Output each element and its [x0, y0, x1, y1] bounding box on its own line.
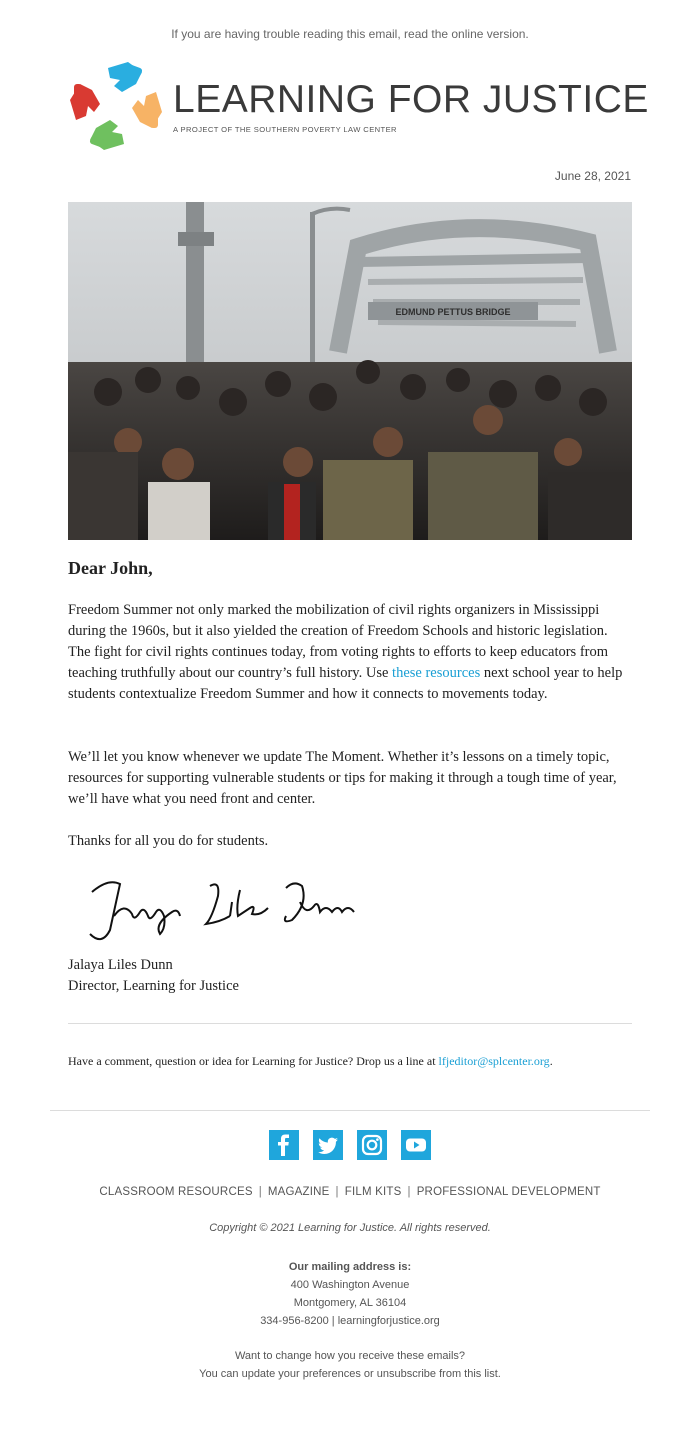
address-line-2: Montgomery, AL 36104	[293, 1297, 407, 1309]
logo-subtitle: A PROJECT OF THE SOUTHERN POVERTY LAW CENTER	[173, 125, 397, 134]
mailing-heading: Our mailing address is:	[288, 1261, 412, 1273]
preheader-text	[0, 27, 700, 41]
prefs-line-1: Want to change how you receive these emails?	[234, 1350, 466, 1362]
instagram-icon[interactable]	[357, 1130, 387, 1160]
body-paragraph-2: We’ll let you know whenever we update The Moment. Whether it’s lessons on a timely topic, resources for supporting vulnerable students or tips for making it through a tough time of year, we’ll have what you need front and center.	[68, 749, 617, 807]
prefs-text: You can	[199, 1368, 242, 1380]
mailing-address	[0, 1258, 700, 1330]
email-date: June 28, 2021	[554, 169, 631, 183]
prefs-text: or	[360, 1368, 377, 1380]
comment-text: Have a comment, question or idea for Learning for Justice? Drop us a line at	[68, 1054, 439, 1068]
signer-name: Jalaya Liles Dunn	[68, 957, 173, 973]
facebook-icon[interactable]	[269, 1130, 299, 1160]
contact-separator: |	[331, 1315, 335, 1327]
comment-end: .	[549, 1054, 553, 1068]
youtube-icon[interactable]	[401, 1130, 431, 1160]
nav-professional-development[interactable]: PROFESSIONAL DEVELOPMENT	[416, 1186, 601, 1198]
comment-line	[68, 1054, 632, 1069]
paragraph-text: next school year to help students contextualize Freedom Summer and how it connects to movements today.	[68, 665, 623, 702]
divider	[68, 1023, 632, 1024]
these-resources-link[interactable]: these resources	[392, 665, 481, 681]
nav-separator: |	[407, 1186, 411, 1198]
nav-separator: |	[335, 1186, 339, 1198]
preheader[interactable]: If you are having trouble reading this email, read the online version.	[171, 27, 529, 41]
unsubscribe-link[interactable]: unsubscribe from this list	[376, 1368, 498, 1380]
logo[interactable]	[70, 62, 649, 152]
phone-number: 334-956-8200	[260, 1315, 329, 1327]
hands-logo-icon	[70, 62, 162, 150]
signature-image	[80, 872, 370, 952]
contact-line	[0, 1312, 700, 1330]
bridge-sign: EDMUND PETTUS BRIDGE	[395, 307, 511, 317]
editor-email-link[interactable]: lfjeditor@splcenter.org	[438, 1054, 550, 1068]
body-paragraph-1	[68, 600, 632, 705]
twitter-icon[interactable]	[313, 1130, 343, 1160]
copyright: Copyright © 2021 Learning for Justice. All rights reserved.	[209, 1222, 491, 1234]
selma-march-photo	[68, 202, 632, 540]
website-link[interactable]: learningforjustice.org	[337, 1315, 440, 1327]
greeting: Dear John,	[68, 558, 153, 578]
prefs-line-2	[0, 1365, 700, 1383]
prefs-text: .	[497, 1368, 501, 1380]
signer-title: Director, Learning for Justice	[68, 978, 239, 994]
hero-image[interactable]	[68, 202, 632, 540]
paragraph-text: Freedom Summer not only marked the mobilization of civil rights organizers in Mississippi during the 1960s, but it also yielded the creation of Freedom Schools and historic legislation. The fight for civil rights continues today, from voting rights to efforts to keep educators from teaching truthfully about our country’s full history. Use	[68, 602, 609, 681]
nav-film-kits[interactable]: FILM KITS	[344, 1186, 402, 1198]
nav-magazine[interactable]: MAGAZINE	[267, 1186, 330, 1198]
social-links	[0, 1130, 700, 1160]
signer-block	[68, 955, 239, 997]
footer-divider	[50, 1110, 650, 1111]
preferences-block	[0, 1347, 700, 1383]
update-preferences-link[interactable]: update your preferences	[241, 1368, 361, 1380]
footer-nav	[0, 1186, 700, 1198]
body-paragraph-3: Thanks for all you do for students.	[68, 833, 269, 849]
address-line-1: 400 Washington Avenue	[290, 1279, 410, 1291]
nav-classroom-resources[interactable]: CLASSROOM RESOURCES	[99, 1186, 253, 1198]
nav-separator: |	[258, 1186, 262, 1198]
logo-title: LEARNING FOR JUSTICE	[173, 78, 649, 121]
